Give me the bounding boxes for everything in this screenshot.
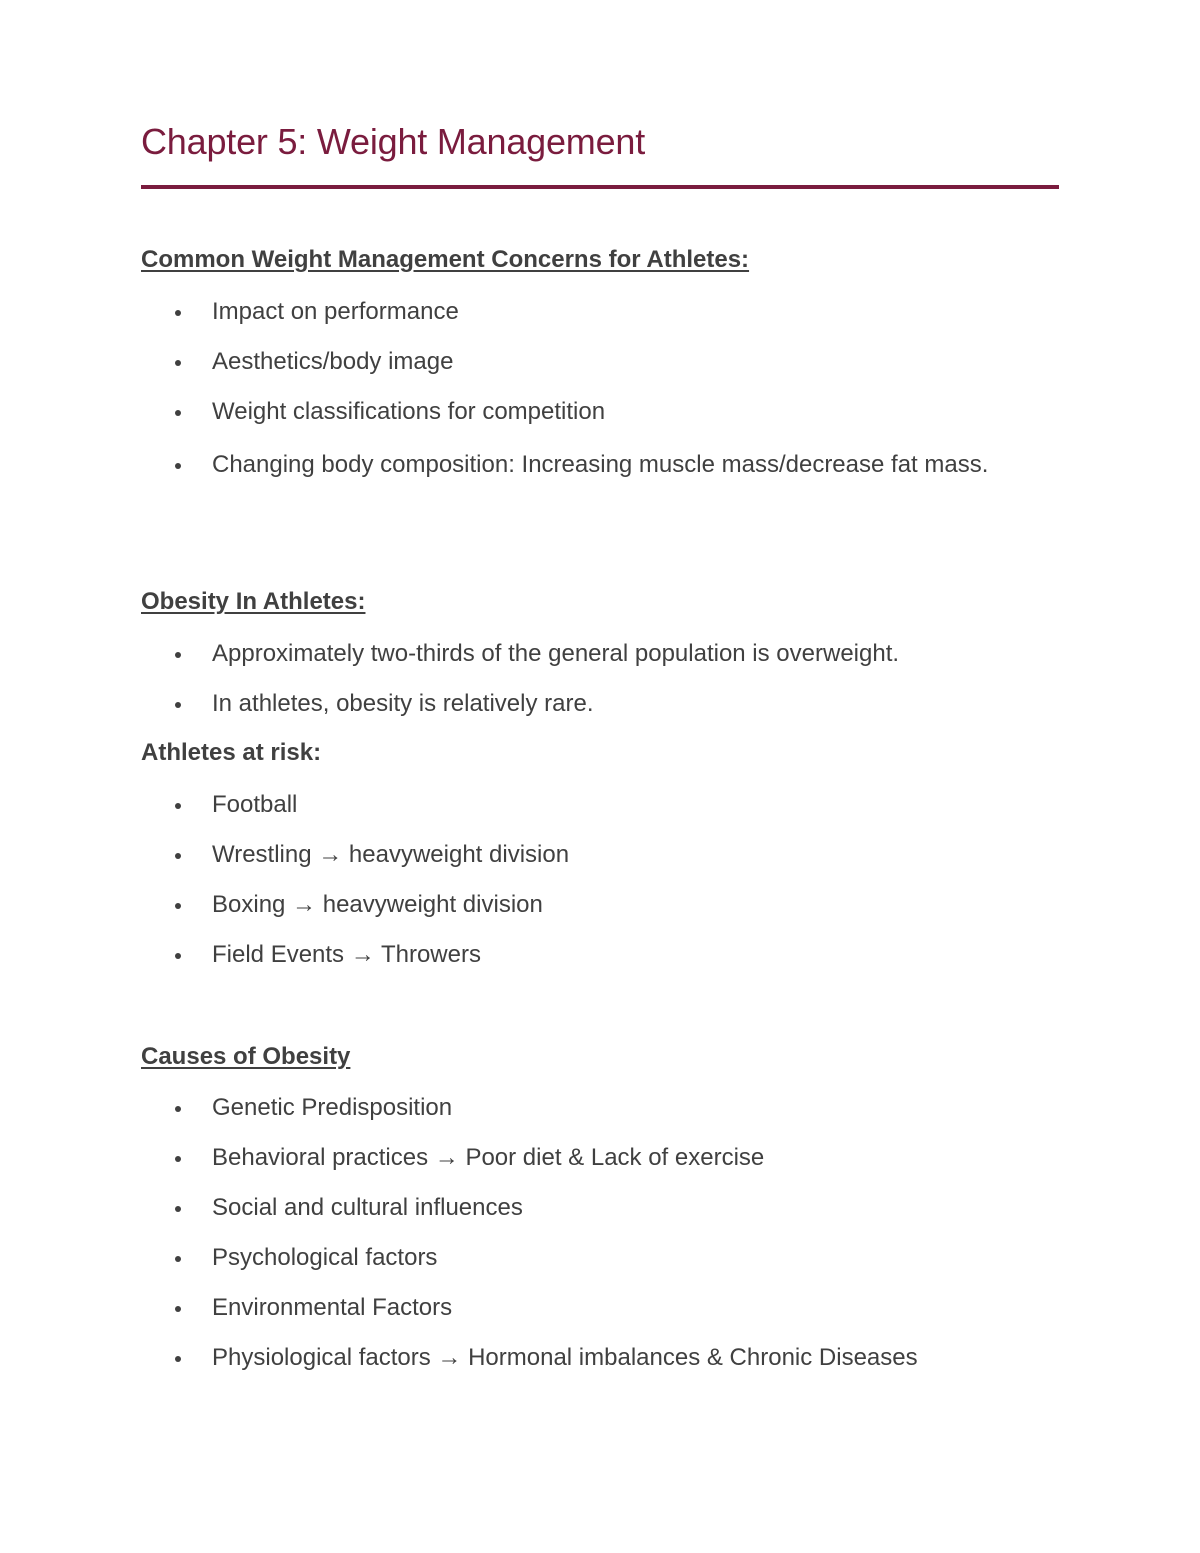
list-item-text: Football <box>212 791 298 818</box>
bullet-icon <box>175 652 181 658</box>
bullet-icon <box>175 953 181 959</box>
bullet-icon <box>175 410 181 416</box>
list-item-text: In athletes, obesity is relatively rare. <box>212 690 594 717</box>
section-heading-text: Athletes at risk: <box>141 739 322 766</box>
list-item <box>141 1142 1059 1174</box>
list-item-text: Wrestling → heavyweight division <box>212 841 570 868</box>
bullet-icon <box>175 702 181 708</box>
list-item <box>141 1292 1059 1324</box>
list-item-text: Field Events → Throwers <box>212 941 481 968</box>
section-heading-obesity-in-athletes <box>141 586 365 618</box>
section-heading-athletes-at-risk <box>141 737 321 769</box>
section-heading-text: Common Weight Management Concerns for Athletes: <box>141 246 750 273</box>
list-item-text: Approximately two-thirds of the general population is overweight. <box>212 640 900 667</box>
list-item-text: Social and cultural influences <box>212 1194 523 1221</box>
bullet-icon <box>175 1106 181 1112</box>
list-item <box>141 296 1059 328</box>
list-item <box>141 1092 1059 1124</box>
bullet-icon <box>175 1206 181 1212</box>
bullet-icon <box>175 1306 181 1312</box>
list-item <box>141 638 1059 670</box>
section-heading-causes-of-obesity <box>141 1041 350 1073</box>
list-item <box>141 446 1059 484</box>
section-heading-text: Causes of Obesity <box>141 1043 351 1070</box>
list-item-text: Aesthetics/body image <box>212 348 454 375</box>
causes-list <box>141 1092 1059 1392</box>
list-item-text: Environmental Factors <box>212 1294 453 1321</box>
list-item-text: Changing body composition: Increasing muscle mass/decrease fat mass. <box>212 451 989 478</box>
list-item <box>141 1192 1059 1224</box>
bullet-icon <box>175 853 181 859</box>
list-item <box>141 688 1059 720</box>
bullet-icon <box>175 803 181 809</box>
list-item <box>141 939 1059 971</box>
list-item <box>141 1242 1059 1274</box>
list-item-text: Physiological factors → Hormonal imbalances & Chronic Diseases <box>212 1344 918 1371</box>
bullet-icon <box>175 1256 181 1262</box>
athletes-at-risk-list <box>141 789 1059 989</box>
list-item-text: Impact on performance <box>212 298 459 325</box>
bullet-icon <box>175 903 181 909</box>
obesity-facts-list <box>141 638 1059 738</box>
list-item-text: Boxing → heavyweight division <box>212 891 543 918</box>
list-item-text: Psychological factors <box>212 1244 438 1271</box>
concerns-list <box>141 296 1059 502</box>
list-item <box>141 789 1059 821</box>
list-item-text: Behavioral practices → Poor diet & Lack of exercise <box>212 1144 765 1171</box>
list-item <box>141 1342 1059 1374</box>
page-title: Chapter 5: Weight Management <box>141 121 646 162</box>
section-heading-concerns <box>141 244 749 276</box>
bullet-icon <box>175 463 181 469</box>
list-item <box>141 346 1059 378</box>
bullet-icon <box>175 1356 181 1362</box>
bullet-icon <box>175 1156 181 1162</box>
list-item-text: Genetic Predisposition <box>212 1094 453 1121</box>
section-heading-text: Obesity In Athletes: <box>141 588 366 615</box>
list-item <box>141 889 1059 921</box>
bullet-icon <box>175 360 181 366</box>
list-item-text: Weight classifications for competition <box>212 398 606 425</box>
title-divider <box>141 185 1059 189</box>
list-item <box>141 396 1059 428</box>
bullet-icon <box>175 310 181 316</box>
list-item <box>141 839 1059 871</box>
